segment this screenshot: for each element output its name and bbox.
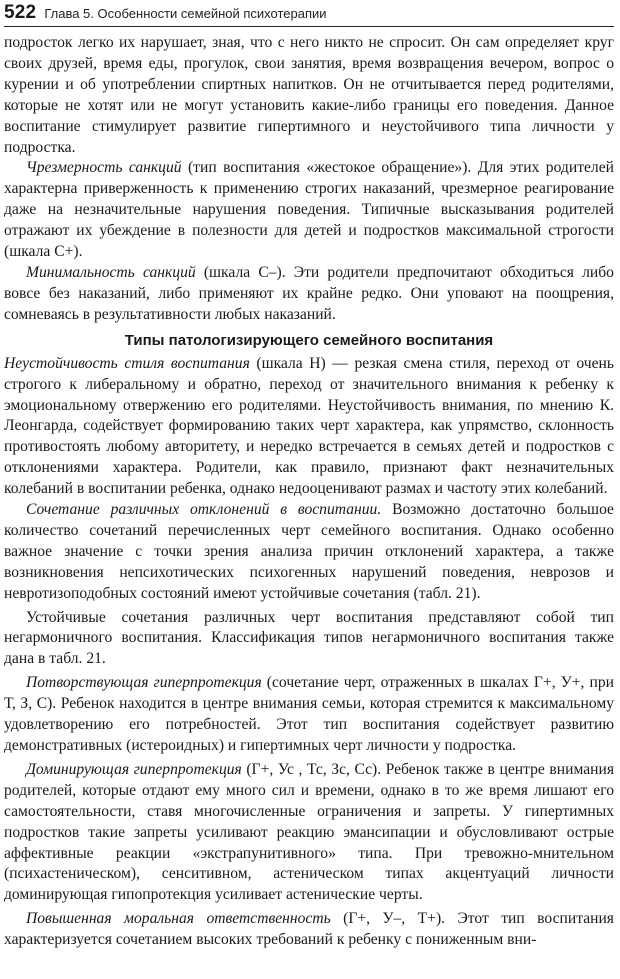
paragraph (4, 909, 614, 951)
page-number: 522 (4, 2, 37, 23)
term-emphasis: Неустойчивость стиля воспитания (4, 354, 250, 372)
paragraph-text: (тип воспитания «жестокое обращение»). Для этих родителей характерна приверженность к применению строгих наказаний, чрезмерное реагирование даже на незначительные нарушения поведения. Типичные высказывания родителей отражают их убеждение в полезности для детей и подростков максимальной строгости (шкала С+). (4, 159, 614, 261)
paragraph (4, 158, 614, 263)
header-rule (4, 26, 614, 27)
paragraph (4, 500, 614, 605)
term-emphasis: Сочетание различных отклонений в воспитании. (26, 501, 382, 519)
running-header (4, 2, 614, 24)
paragraph-text: (сочетание черт, отраженных в шкалах Г+, У+, при Т, З, С). Ребенок находится в центре внимания семьи, которая стремится к максимальному удовлетворению его потребностей. Этот тип воспитания содействует развитию демонстративных (истероидных) и гипертимных черт личности у подростка. (4, 674, 614, 754)
paragraph-text: (Г+, У–, Т+). Этот тип воспитания характеризуется сочетанием высоких требований к ребенку с пониженным вни- (4, 910, 614, 949)
term-emphasis: Минимальность санкций (26, 263, 196, 281)
book-page (0, 2, 620, 979)
paragraph (4, 760, 614, 906)
paragraph-text: подросток легко их нарушает, зная, что с него никто не спросит. Он сам определяет круг своих друзей, время еды, прогулок, свои занятия, время возвращения вечером, вопрос о курении и об употреблении спиртных напитков. Он не отчитывается перед родителями, которые не хотят или не могут установить какие-либо границы его поведения. Данное воспитание стимулирует развитие гипертимного и неустойчивого типа личности у подростка. (4, 34, 614, 156)
paragraph (4, 354, 614, 500)
paragraph-text: (шкала Н) — резкая смена стиля, переход от очень строгого к либеральному и обратно, переход от значительного внимания к ребенку к эмоциональному отвержению его родителями. Неустойчивость внимания, по мнению К. Леонгарда, содействует формированию таких черт характера, как упрямство, склонность противостоять любому авторитету, и нередко встречается в семьях детей и подростков с отклонениями характера. Родители, как правило, признают факт незначительных колебаний в воспитании ребенка, однако недооценивают размах и частоту этих колебаний. (4, 354, 614, 498)
paragraph-text: (Г+, Ус , Тс, Зс, Сс). Ребенок также в центре внимания родителей, которые отдают ему много сил и времени, однако в то же время лишают его самостоятельности, ставя многочисленные ограничения и запреты. У гипертимных подростков такие запреты усиливают реакцию эмансипации и обусловливают острые аффективные реакции «экстрапунитивного» типа. При тревожно-мнительном (психастеническом), сенситивном, астеническом типах акцентуаций личности доминирующая гипопротекция усиливает астенические черты. (4, 760, 614, 904)
chapter-title: Глава 5. Особенности семейной психотерапии (44, 6, 327, 21)
paragraph (4, 673, 614, 757)
term-emphasis: Повышенная моральная ответственность (26, 910, 331, 928)
section-heading: Типы патологизирующего семейного воспитания (124, 331, 494, 349)
term-emphasis: Доминирующая гиперпротекция (26, 760, 242, 778)
term-emphasis: Чрезмерность санкций (26, 159, 182, 177)
body-text (4, 33, 614, 951)
paragraph (4, 263, 614, 326)
paragraph-text: Устойчивые сочетания различных черт воспитания представляют собой тип негармоничного воспитания. Классификация типов негармоничного воспитания также дана в табл. 21. (4, 608, 614, 668)
paragraph (4, 33, 614, 158)
paragraph-text: Возможно достаточно большое количество сочетаний перечисленных черт семейного воспитания. Однако особенно важное значение с точки зрения анализа причин отклонений характера, а также возникновения непсихотических психогенных нарушений поведения, неврозов и невротизоподобных состояний имеют устойчивые сочетания (табл. 21). (4, 501, 614, 602)
paragraph (4, 608, 614, 671)
term-emphasis: Потворствующая гиперпротекция (26, 674, 262, 692)
paragraph-text: (шкала С–). Эти родители предпочитают обходиться либо вовсе без наказаний, либо применяют их крайне редко. Они уповают на поощрения, сомневаясь в результативности любых наказаний. (4, 263, 614, 323)
